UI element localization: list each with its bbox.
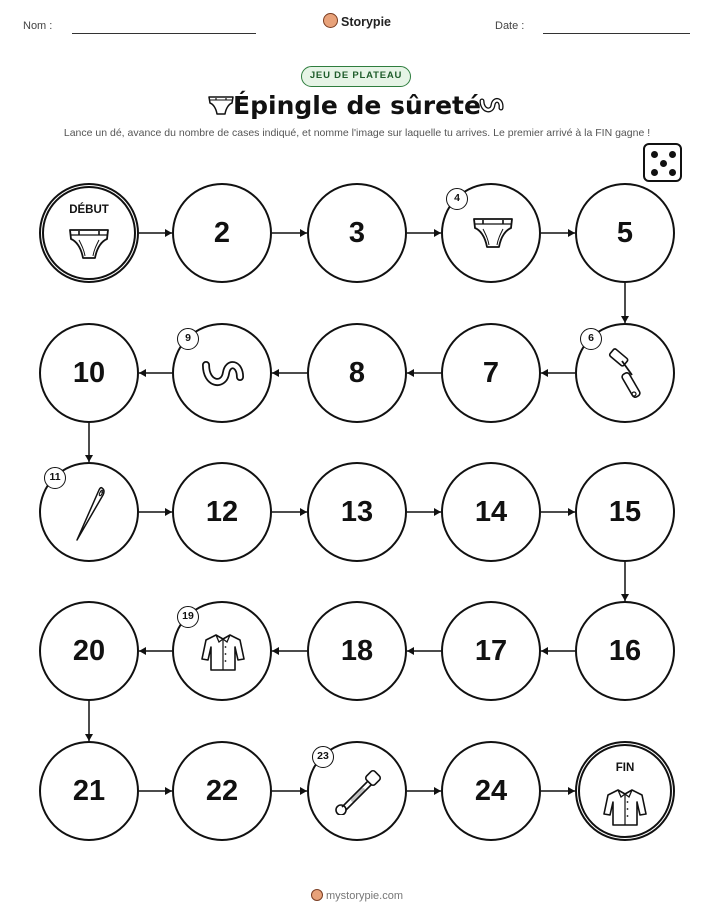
board-cell[interactable] — [307, 741, 407, 841]
cell-number: 3 — [348, 216, 366, 249]
path-arrow — [139, 787, 172, 795]
path-arrow — [407, 787, 441, 795]
path-arrow — [139, 647, 172, 655]
path-arrow — [272, 229, 307, 237]
cell-number: 24 — [474, 774, 508, 807]
board-cell[interactable] — [39, 601, 139, 701]
board-cell[interactable] — [172, 323, 272, 423]
cell-number-tag: 9 — [177, 328, 199, 350]
path-arrow — [272, 787, 307, 795]
cell-number: 8 — [348, 356, 366, 389]
path-arrow — [621, 283, 629, 323]
diaper-icon — [471, 215, 515, 256]
board-cell[interactable] — [441, 323, 541, 423]
cell-number: 12 — [205, 495, 239, 528]
board-cell[interactable] — [172, 741, 272, 841]
board-cell[interactable] — [172, 462, 272, 562]
footer-url: mystorypie.com — [325, 890, 404, 902]
cell-number: 17 — [474, 634, 508, 667]
shirt-icon — [200, 631, 246, 678]
board-cell[interactable] — [307, 462, 407, 562]
cell-number: 2 — [213, 216, 231, 249]
shirt-icon — [602, 786, 648, 833]
board-cell[interactable] — [172, 183, 272, 283]
board-cell[interactable] — [39, 741, 139, 841]
page-title: Épingle de sûreté — [233, 91, 481, 120]
cell-number-tag: 4 — [446, 188, 468, 210]
cell-number: 13 — [340, 495, 374, 528]
cell-number: 7 — [482, 356, 500, 389]
board-cell[interactable] — [172, 601, 272, 701]
game-type-badge: JEU DE PLATEAU — [301, 66, 411, 87]
path-arrow — [139, 229, 172, 237]
path-arrow — [407, 647, 441, 655]
path-arrow — [407, 508, 441, 516]
path-arrow — [139, 508, 172, 516]
start-cell[interactable] — [39, 183, 139, 283]
path-arrow — [272, 369, 307, 377]
board-cell[interactable] — [575, 183, 675, 283]
instructions: Lance un dé, avance du nombre de cases indiqué, et nomme l'image sur laquelle tu arrives. Le premier arrivé à la FIN gagne ! — [63, 127, 651, 139]
board-cell[interactable] — [575, 462, 675, 562]
safety-pin-icon — [333, 769, 383, 820]
cell-number: 10 — [72, 356, 106, 389]
cell-number-tag: 11 — [44, 467, 66, 489]
path-arrow — [272, 508, 307, 516]
path-arrow — [541, 787, 575, 795]
path-arrow — [407, 229, 441, 237]
cell-label: FIN — [615, 762, 635, 774]
cell-number: 16 — [608, 634, 642, 667]
cell-label: DÉBUT — [69, 204, 109, 216]
name-label: Nom : — [23, 20, 53, 32]
board-cell[interactable] — [39, 462, 139, 562]
board-cell[interactable] — [441, 741, 541, 841]
clamp-icon — [605, 347, 645, 408]
board-cell[interactable] — [441, 601, 541, 701]
cell-number-tag: 6 — [580, 328, 602, 350]
footer — [0, 889, 714, 902]
board-cell[interactable] — [39, 323, 139, 423]
cell-number: 21 — [72, 774, 106, 807]
cell-number: 14 — [474, 495, 508, 528]
storypie-logo-icon — [311, 889, 323, 901]
path-arrow — [541, 647, 575, 655]
cell-number-tag: 23 — [312, 746, 334, 768]
board-cell[interactable] — [307, 601, 407, 701]
path-arrow — [621, 562, 629, 601]
board-cell[interactable] — [441, 462, 541, 562]
path-arrow — [85, 423, 93, 462]
curved-pin-icon — [200, 355, 246, 396]
board-cell[interactable] — [307, 323, 407, 423]
board-cell[interactable] — [441, 183, 541, 283]
path-arrow — [541, 369, 575, 377]
path-arrow — [85, 701, 93, 741]
path-arrow — [272, 647, 307, 655]
cell-number: 20 — [72, 634, 106, 667]
needle-icon — [69, 484, 109, 549]
path-arrow — [139, 369, 172, 377]
cell-number: 22 — [205, 774, 239, 807]
cell-number: 18 — [340, 634, 374, 667]
brand-name: Storypie — [340, 15, 391, 29]
date-label: Date : — [495, 20, 525, 32]
board-cell[interactable] — [307, 183, 407, 283]
path-arrow — [541, 508, 575, 516]
board-cell[interactable] — [575, 601, 675, 701]
finish-cell[interactable] — [575, 741, 675, 841]
diaper-icon — [67, 226, 111, 267]
path-arrow — [407, 369, 441, 377]
cell-number: 5 — [616, 216, 634, 249]
path-arrow — [541, 229, 575, 237]
cell-number-tag: 19 — [177, 606, 199, 628]
cell-number: 15 — [608, 495, 642, 528]
board-cell[interactable] — [575, 323, 675, 423]
